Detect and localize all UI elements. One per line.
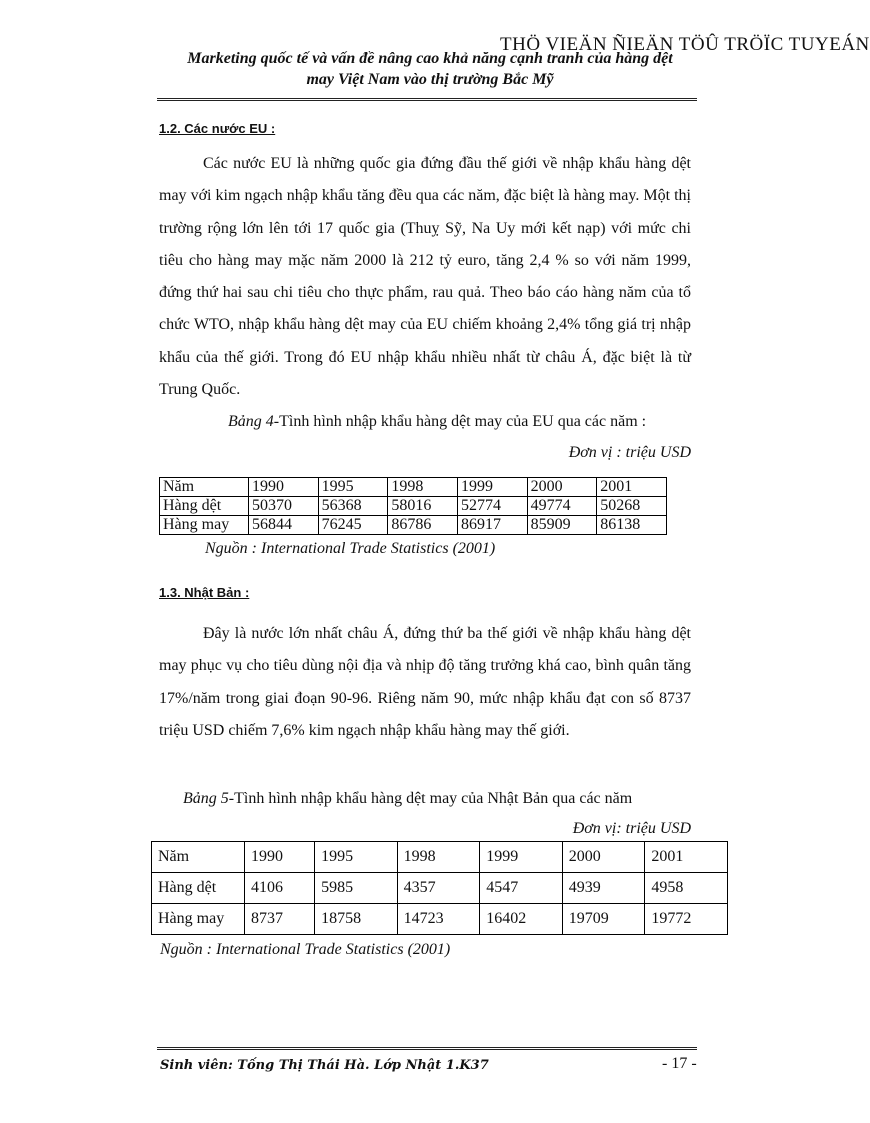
table-cell: 1998 — [388, 478, 458, 497]
paragraph-japan: Đây là nước lớn nhất châu Á, đứng thứ ba thế giới về nhập khẩu hàng dệt may phục vụ cho tiêu dùng nội địa và nhịp độ tăng trưởng khá cao, bình quân tăng 17%/năm trong giai đoạn 90-96. Riêng năm 90, mức nhập khẩu đạt con số 8737 triệu USD chiếm 7,6% kim ngạch nhập khẩu hàng may thế giới. — [159, 625, 691, 739]
table-cell: 19709 — [562, 904, 645, 935]
table-cell: 4357 — [397, 873, 480, 904]
table-cell: 14723 — [397, 904, 480, 935]
table-cell: 4958 — [645, 873, 728, 904]
table-cell: 8737 — [245, 904, 315, 935]
table-cell: 85909 — [527, 516, 597, 535]
table-cell: 86138 — [597, 516, 667, 535]
table-row — [160, 478, 667, 497]
table5-caption-label: Bảng 5 — [183, 790, 229, 807]
table-cell: 19772 — [645, 904, 728, 935]
table-cell: 4547 — [480, 873, 563, 904]
page-number: - 17 - — [662, 1055, 697, 1072]
table-cell: 1998 — [397, 842, 480, 873]
table-cell: 5985 — [315, 873, 398, 904]
table-row — [160, 516, 667, 535]
table-cell: 16402 — [480, 904, 563, 935]
footer-student: Sinh viên: Tống Thị Thái Hà. Lớp Nhật 1.K37 — [160, 1058, 489, 1073]
table-cell: 2000 — [527, 478, 597, 497]
table-cell: 58016 — [388, 497, 458, 516]
table5-caption — [183, 790, 632, 808]
table-cell: Hàng may — [152, 904, 245, 935]
table-cell: 1990 — [245, 842, 315, 873]
table-cell: 76245 — [318, 516, 388, 535]
table-cell: 1995 — [318, 478, 388, 497]
section-heading-eu: 1.2. Các nước EU : — [159, 121, 276, 136]
table4-caption-text: -Tình hình nhập khẩu hàng dệt may của EU qua các năm : — [273, 413, 647, 430]
table5-unit: Đơn vị: triệu USD — [572, 820, 691, 837]
paragraph-eu: Các nước EU là những quốc gia đứng đầu thế giới về nhập khẩu hàng dệt may với kim ngạch nhập khẩu tăng đều qua các năm, đặc biệt là hàng may. Một thị trường rộng lớn lên tới 17 quốc gia (Thuỵ Sỹ, Na Uy mới kết nạp) với mức chi tiêu cho hàng may mặc năm 2000 là 212 tỷ euro, tăng 2,4 % so với năm 1999, đứng thứ hai sau chi tiêu cho thực phẩm, rau quả. Theo báo cáo hàng năm của tổ chức WTO, nhập khẩu hàng dệt may của EU chiếm khoảng 2,4% tổng giá trị nhập khẩu của thế giới. Trong đó EU nhập khẩu nhiều nhất từ châu Á, đặc biệt là từ Trung Quốc. — [159, 155, 691, 399]
section-heading-japan: 1.3. Nhật Bản : — [159, 585, 250, 600]
header-title-line1: Marketing quốc tế và vấn đề nâng cao khả năng cạnh tranh của hàng dệt — [187, 50, 673, 67]
table-cell: Hàng dệt — [160, 497, 249, 516]
table4-caption-label: Bảng 4 — [228, 413, 274, 430]
table-cell: 86786 — [388, 516, 458, 535]
table-cell: 2001 — [645, 842, 728, 873]
table-cell: 50370 — [249, 497, 319, 516]
table-row — [160, 497, 667, 516]
table-cell: 1999 — [480, 842, 563, 873]
table-cell: 2001 — [597, 478, 667, 497]
footer-divider — [157, 1047, 697, 1053]
table-row — [152, 873, 728, 904]
table-cell: 18758 — [315, 904, 398, 935]
table4 — [159, 477, 667, 535]
table-cell: Năm — [152, 842, 245, 873]
header-divider — [157, 98, 697, 104]
table-cell: Hàng may — [160, 516, 249, 535]
table-cell: 2000 — [562, 842, 645, 873]
table4-unit: Đơn vị : triệu USD — [568, 444, 691, 461]
table5-source: Nguồn : International Trade Statistics (2001) — [160, 941, 451, 958]
table-cell: 1999 — [457, 478, 527, 497]
table-cell: 1990 — [249, 478, 319, 497]
table-cell: 4106 — [245, 873, 315, 904]
table4-source: Nguồn : International Trade Statistics (2001) — [205, 540, 496, 557]
table-cell: Năm — [160, 478, 249, 497]
table-cell: 49774 — [527, 497, 597, 516]
table5-caption-text: -Tình hình nhập khẩu hàng dệt may của Nhật Bản qua các năm — [228, 790, 633, 807]
table-cell: 56844 — [249, 516, 319, 535]
watermark-text: THÖ VIEÄN ÑIEÄN TÖÛ TRÖÏC TUYEÁN — [500, 34, 870, 55]
table-cell: 50268 — [597, 497, 667, 516]
table5 — [151, 841, 728, 935]
table-cell: 52774 — [457, 497, 527, 516]
header-title-line2: may Việt Nam vào thị trường Bắc Mỹ — [306, 71, 554, 88]
table-cell: 56368 — [318, 497, 388, 516]
table-cell: 4939 — [562, 873, 645, 904]
table-cell: 86917 — [457, 516, 527, 535]
table-cell: 1995 — [315, 842, 398, 873]
table4-caption — [228, 413, 646, 431]
table-cell: Hàng dệt — [152, 873, 245, 904]
table-row — [152, 904, 728, 935]
table-row — [152, 842, 728, 873]
